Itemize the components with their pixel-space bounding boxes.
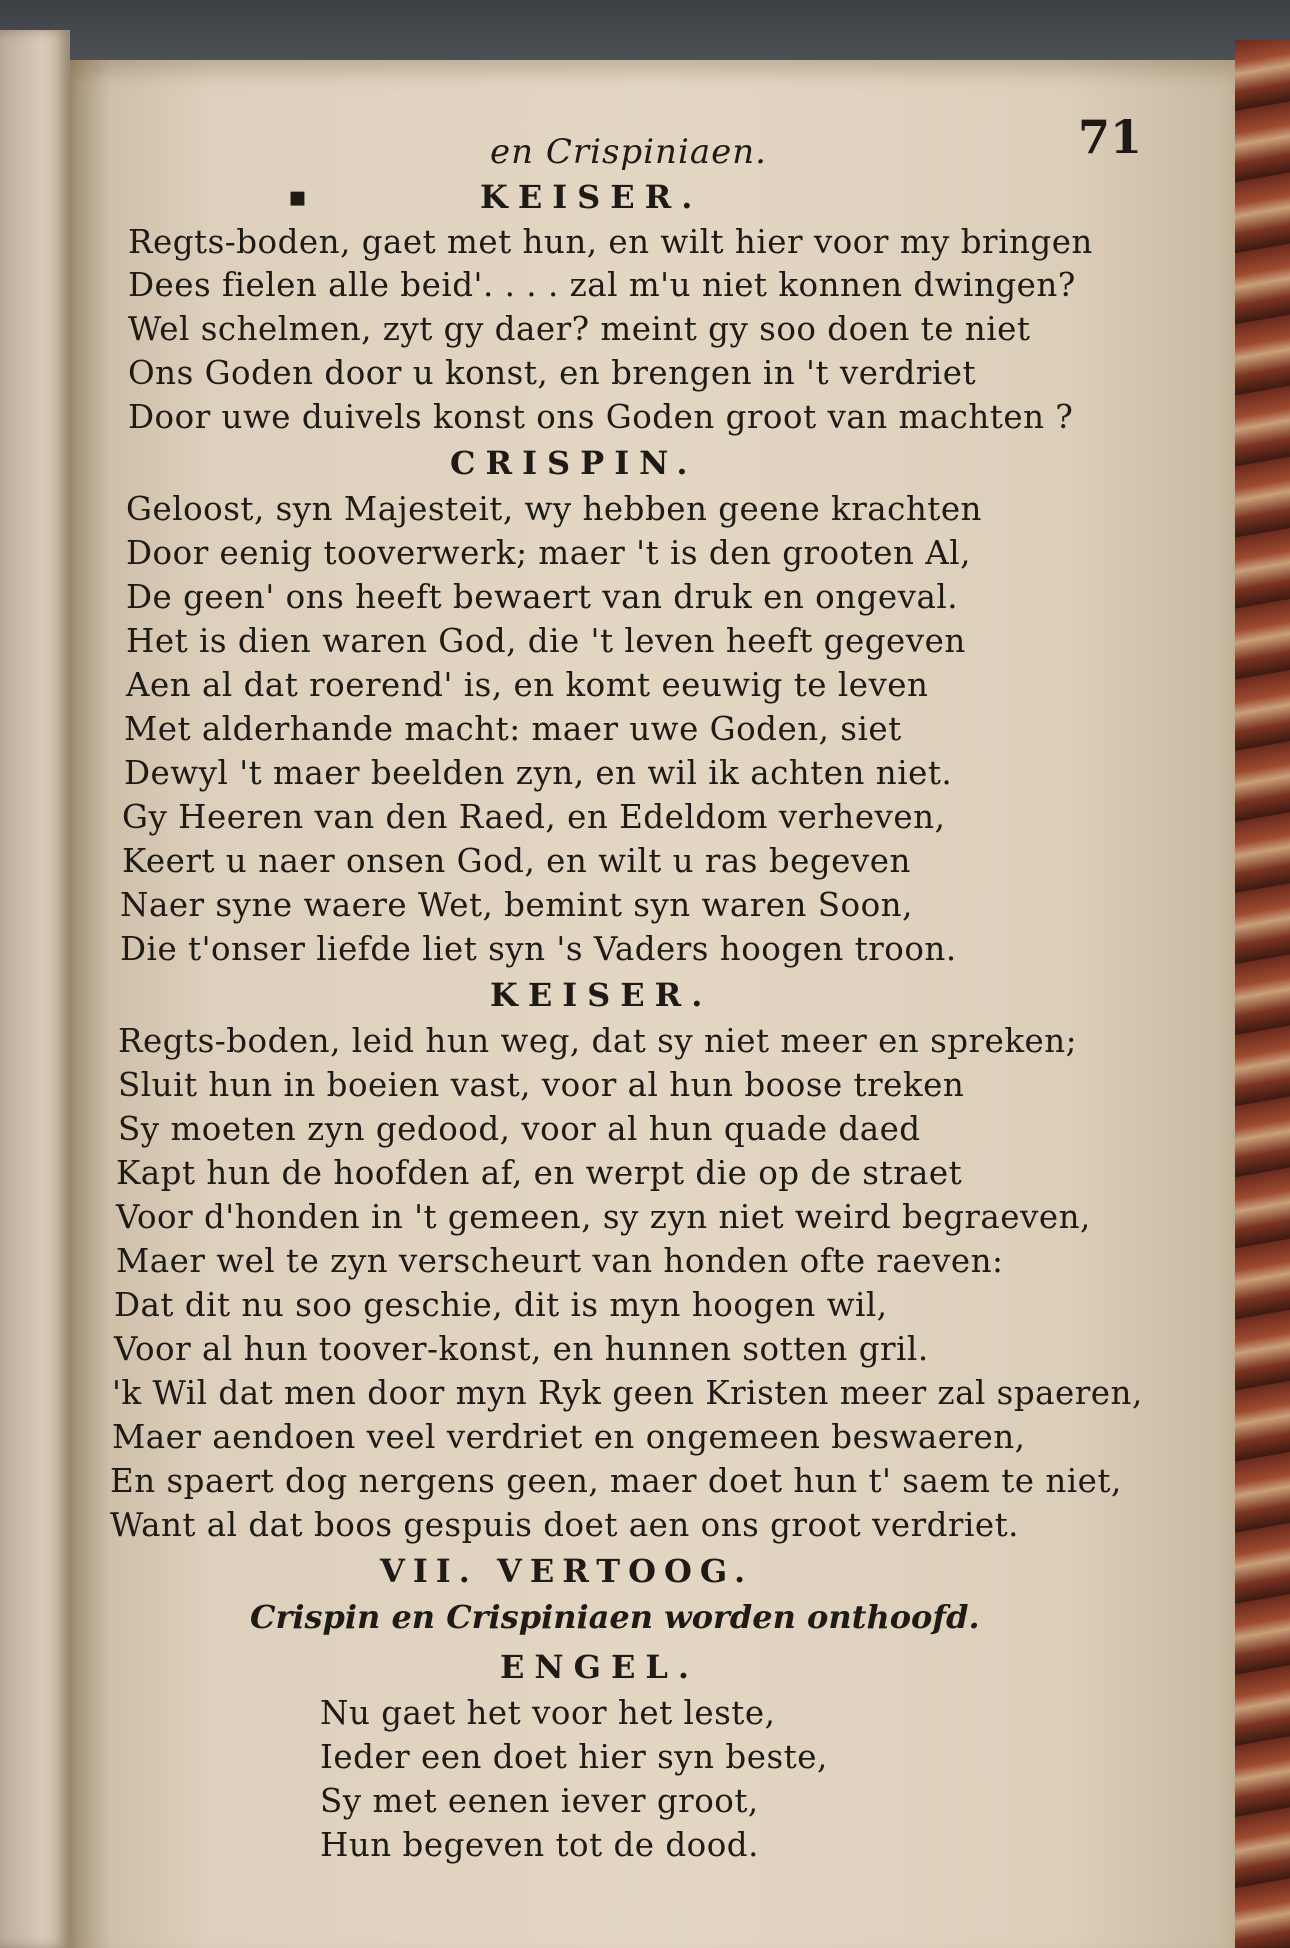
verse-line: Die t'onser liefde liet syn 's Vaders hoogen troon.	[120, 930, 957, 968]
speaker-crispin: CRISPIN.	[450, 444, 698, 482]
verse-line: Sy moeten zyn gedood, voor al hun quade daed	[118, 1110, 921, 1148]
page-text-area	[110, 0, 1220, 1948]
verse-line: Gy Heeren van den Raed, en Edeldom verheven,	[122, 798, 946, 836]
page-number: 71	[1078, 110, 1143, 164]
verse-line: Voor al hun toover-konst, en hunnen sotten gril.	[114, 1330, 929, 1368]
printer-mark: ▪	[288, 180, 307, 213]
verse-line: Hun begeven tot de dood.	[320, 1826, 759, 1864]
running-head-text: en Crispiniaen.	[490, 132, 767, 172]
verse-line: Keert u naer onsen God, en wilt u ras begeven	[122, 842, 911, 880]
verse-line: Nu gaet het voor het leste,	[320, 1694, 776, 1732]
verse-line: Maer wel te zyn verscheurt van honden ofte raeven:	[116, 1242, 1004, 1280]
speaker-keiser-2: KEISER.	[490, 976, 713, 1014]
book-cover-edge	[1235, 40, 1290, 1948]
verse-line: Dees fielen alle beid'. . . . zal m'u niet konnen dwingen?	[128, 266, 1076, 304]
verse-line: Geloost, syn Majesteit, wy hebben geene krachten	[126, 490, 982, 528]
verse-line: Regts-boden, gaet met hun, en wilt hier voor my bringen	[128, 223, 1093, 261]
verse-line: Voor d'honden in 't gemeen, sy zyn niet weird begraeven,	[116, 1198, 1091, 1236]
verse-line: Wel schelmen, zyt gy daer? meint gy soo doen te niet	[128, 310, 1031, 348]
speaker-keiser-1: KEISER.	[480, 178, 703, 216]
verse-line: Door eenig tooverwerk; maer 't is den grooten Al,	[126, 534, 971, 572]
verse-line: Sluit hun in boeien vast, voor al hun boose treken	[118, 1066, 965, 1104]
verse-line: Ons Goden door u konst, en brengen in 't verdriet	[128, 354, 977, 392]
verse-line: Door uwe duivels konst ons Goden groot van machten ?	[128, 398, 1074, 436]
facing-page-edge	[0, 30, 70, 1948]
verse-line: Want al dat boos gespuis doet aen ons groot verdriet.	[110, 1506, 1019, 1544]
act-heading: VII. VERTOOG.	[380, 1552, 754, 1590]
speaker-engel: ENGEL.	[500, 1648, 699, 1686]
verse-line: Regts-boden, leid hun weg, dat sy niet meer en spreken;	[118, 1022, 1078, 1060]
verse-line: Met alderhande macht: maer uwe Goden, siet	[124, 710, 902, 748]
verse-line: Aen al dat roerend' is, en komt eeuwig te leven	[126, 666, 929, 704]
verse-line: Sy met eenen iever groot,	[320, 1782, 759, 1820]
verse-line: 'k Wil dat men door myn Ryk geen Kristen meer zal spaeren,	[112, 1374, 1143, 1412]
verse-line: De geen' ons heeft bewaert van druk en ongeval.	[126, 578, 959, 616]
verse-line: Dewyl 't maer beelden zyn, en wil ik achten niet.	[124, 754, 953, 792]
verse-line: Dat dit nu soo geschie, dit is myn hoogen wil,	[114, 1286, 888, 1324]
running-head	[110, 132, 1110, 182]
verse-line: Ieder een doet hier syn beste,	[320, 1738, 828, 1776]
page-gutter-shadow	[70, 60, 110, 1948]
verse-line: En spaert dog nergens geen, maer doet hun t' saem te niet,	[110, 1462, 1122, 1500]
act-subheading: Crispin en Crispiniaen worden onthoofd.	[250, 1598, 980, 1636]
verse-line: Het is dien waren God, die 't leven heeft gegeven	[126, 622, 966, 660]
verse-line: Kapt hun de hoofden af, en werpt die op de straet	[116, 1154, 963, 1192]
verse-line: Naer syne waere Wet, bemint syn waren Soon,	[120, 886, 913, 924]
verse-line: Maer aendoen veel verdriet en ongemeen beswaeren,	[112, 1418, 1026, 1456]
